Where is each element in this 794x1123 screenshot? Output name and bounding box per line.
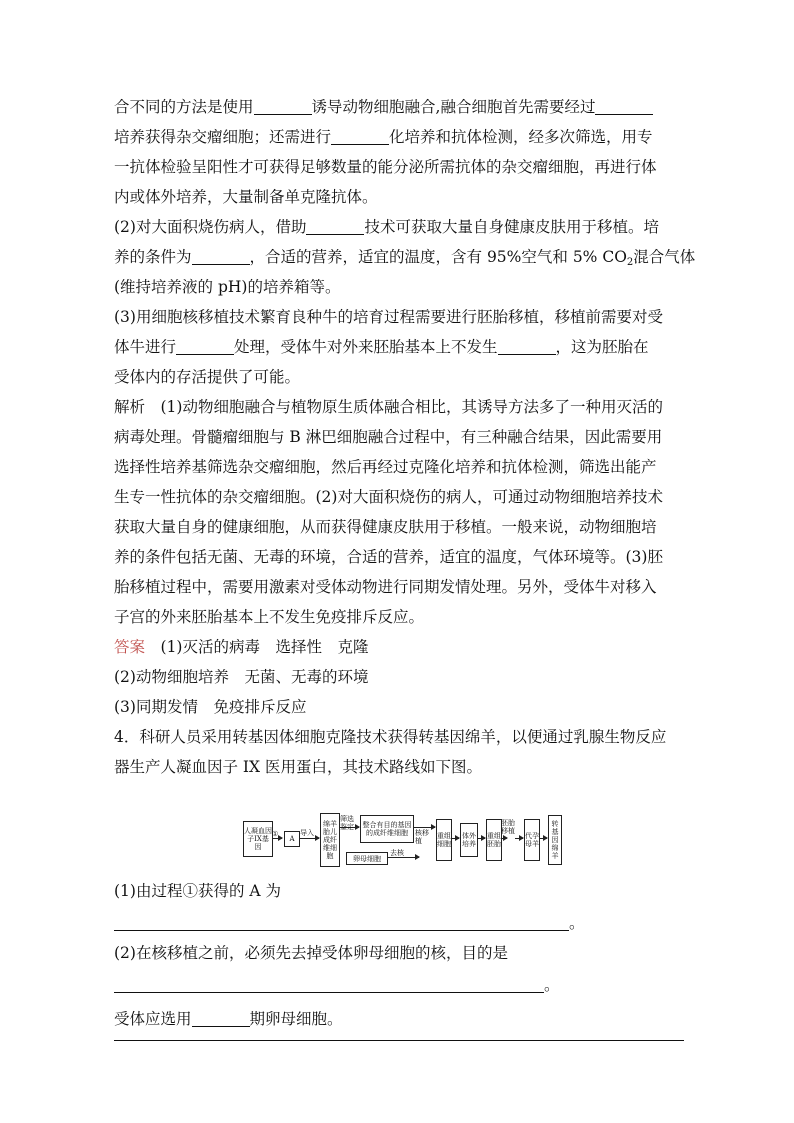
answer-blank[interactable] — [176, 338, 234, 355]
analysis-line: 胎移植过程中，需要用激素对受体动物进行同期发情处理。另外，受体牛对移入 — [114, 578, 657, 596]
question-line: 器生产人凝血因子 IX 医用蛋白，其技术路线如下图。 — [114, 758, 483, 776]
arrow — [387, 857, 419, 858]
analysis-line: 选择性培养基筛选杂交瘤细胞，然后再经过克隆化培养和抗体检测，筛选出能产 — [114, 458, 657, 476]
arrow — [299, 838, 319, 839]
sub-questions — [114, 876, 684, 1034]
question-line: (1)由过程①获得的 A 为 — [114, 882, 282, 900]
text-line: 内或体外培养，大量制备单克隆抗体。 — [114, 188, 378, 206]
arrow — [515, 838, 523, 839]
answer-blank[interactable] — [498, 338, 556, 355]
text-line: 培养获得杂交瘤细胞；还需进行 化培养和抗体检测，经多次筛选，用专 — [114, 128, 653, 146]
a-box: A — [284, 831, 300, 847]
arrow — [451, 838, 459, 839]
answer-blank[interactable] — [331, 128, 389, 145]
arrow — [477, 838, 485, 839]
question-page — [114, 92, 696, 782]
answer-blank[interactable] — [306, 218, 364, 235]
transgenic-sheep-box: 转基因绵羊 — [548, 815, 562, 865]
screen-label: 筛选鉴定 — [340, 815, 354, 831]
text-line: 一抗体检验呈阳性才可获得足够数量的能分泌所需抗体的杂交瘤细胞，再进行体 — [114, 158, 657, 176]
technique-flow-diagram — [243, 813, 561, 867]
question-line: 。 — [114, 908, 684, 938]
analysis-line: 病毒处理。骨髓瘤细胞与 B 淋巴细胞融合过程中，有三种融合结果，因此需要用 — [114, 428, 663, 446]
text-line: 体牛进行 处理，受体牛对外来胚胎基本上不发生 ，这为胚胎在 — [114, 338, 649, 356]
text-line: (2)对大面积烧伤病人，借助 技术可获取大量自身健康皮肤用于移植。培 — [114, 218, 659, 236]
text-line: 受体内的存活提供了可能。 — [114, 368, 301, 386]
arrow — [501, 838, 507, 839]
analysis-line: 养的条件包括无菌、无毒的环境，合适的营养，适宜的温度，气体环境等。(3)胚 — [114, 548, 663, 566]
answer-blank[interactable] — [114, 976, 544, 993]
answer-blank[interactable] — [192, 248, 250, 265]
nuclear-transfer-label: 核移植 — [415, 829, 429, 845]
embryo-box: 重组胚胎 — [486, 819, 502, 861]
arrow — [539, 838, 547, 839]
gene-box: 人凝血因子IX基因 — [243, 821, 273, 857]
answer-blank[interactable] — [114, 914, 569, 931]
question-line: 。 — [114, 970, 684, 1000]
fibroblast-box: 绵羊胎儿成纤维细胞 — [320, 813, 340, 867]
answer-blank[interactable] — [254, 98, 312, 115]
analysis-line: 子宫的外来胚胎基本上不发生免疫排斥反应。 — [114, 608, 425, 626]
page-bottom-rule — [114, 1040, 684, 1041]
answer-line: (3)同期发情 免疫排斥反应 — [114, 698, 307, 716]
transfer-label: 胚胎移植 — [501, 819, 515, 835]
analysis-line: 获取大量自身的健康细胞，从而获得健康皮肤用于移植。一般来说，动物细胞培 — [114, 518, 657, 536]
arrow — [272, 838, 282, 839]
answer-line: 答案 (1)灭活的病毒 选择性 克隆 — [114, 638, 369, 656]
question-line: 4．科研人员采用转基因体细胞克隆技术获得转基因绵羊，以便通过乳腺生物反应 — [114, 728, 667, 746]
recon-cell-box: 重组细胞 — [436, 819, 452, 861]
text-line: 养的条件为 ，合适的营养，适宜的温度，含有 95%空气和 5% CO2混合气体 — [114, 248, 696, 268]
denucleate-label: 去核 — [390, 849, 404, 857]
import-label: 导入 — [300, 829, 314, 837]
question-line: 受体应选用 期卵母细胞。 — [114, 1010, 343, 1028]
answer-label: 答案 — [114, 638, 146, 656]
text-line: (维持培养液的 pH)的培养箱等。 — [114, 278, 341, 296]
arrow — [413, 827, 435, 828]
analysis-line: 生专一性抗体的杂交瘤细胞。(2)对大面积烧伤的病人，可通过动物细胞培养技术 — [114, 488, 663, 506]
oocyte-box: 卵母细胞 — [346, 852, 388, 865]
culture-box: 体外培养 — [460, 823, 478, 857]
surrogate-box: 代孕母羊 — [524, 819, 540, 861]
answer-line: (2)动物细胞培养 无菌、无毒的环境 — [114, 668, 369, 686]
question-line: (2)在核移植之前，必须先去掉受体卵母细胞的核，目的是 — [114, 944, 508, 962]
integrated-cell-box: 整合有目的基因的成纤维细胞 — [360, 815, 414, 843]
text-line: (3)用细胞核移植技术繁育良种牛的培育过程需要进行胚胎移植，移植前需要对受 — [114, 308, 663, 326]
answer-blank[interactable] — [192, 1010, 250, 1027]
answer-blank[interactable] — [595, 98, 653, 115]
step-label: ① — [272, 830, 279, 838]
analysis-line: 解析 (1)动物细胞融合与植物原生质体融合相比，其诱导方法多了一种用灭活的 — [114, 398, 663, 416]
text-line: 合不同的方法是使用 诱导动物细胞融合,融合细胞首先需要经过 — [114, 92, 684, 122]
